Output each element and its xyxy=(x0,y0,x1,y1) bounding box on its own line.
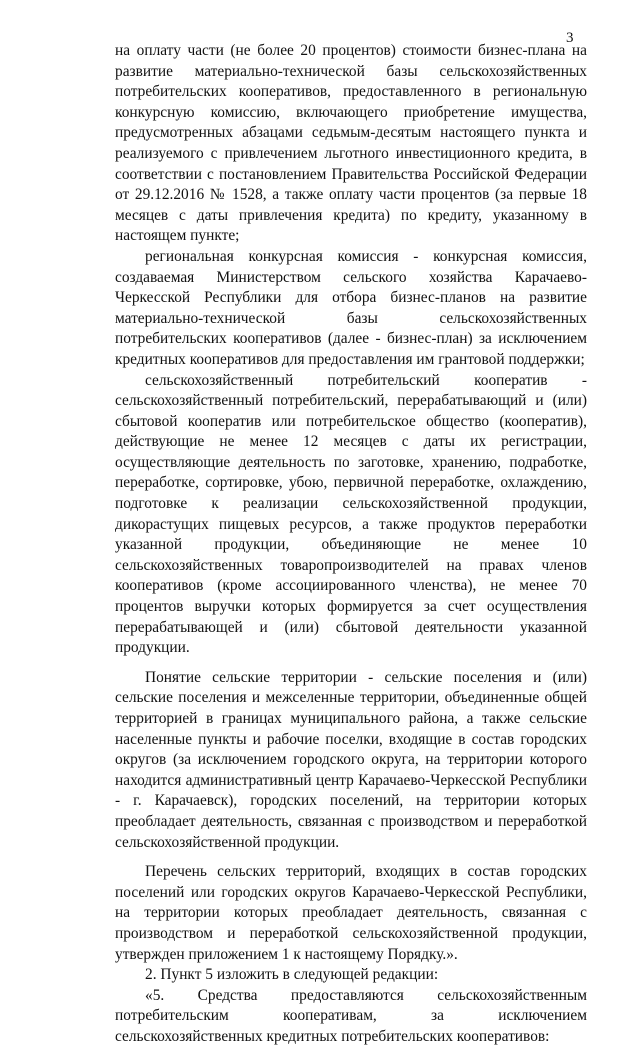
paragraph-rural-territories-list: Перечень сельских территорий, входящих в состав городских поселений или городских округов Карачаево-Черкесской Республики, на территории которых преобладает деятельность, связанная с производством и переработкой сельскохозяйственной продукции, утвержден приложением 1 к настоящему Порядку.». xyxy=(115,863,587,963)
paragraph-regional-commission-definition: региональная конкурсная комиссия - конкурсная комиссия, создаваемая Министерством сельского хозяйства Карачаево-Черкесской Республики для отбора бизнес-планов на развитие материально-технической базы сельскохозяйственных потребительских кооперативов (далее - бизнес-план) за исключением кредитных кооперативов для предоставления им грантовой поддержки; xyxy=(115,247,587,368)
paragraph-item-5-text: «5. Средства предоставляются сельскохозяйственным потребительским кооперативам, за исключением сельскохозяйственных кредитных потребительских кооперативов: xyxy=(115,986,587,1045)
paragraph-amendment-item-5: 2. Пункт 5 изложить в следующей редакции: xyxy=(145,966,439,984)
paragraph-grant-purpose: на оплату части (не более 20 процентов) стоимости бизнес-плана на развитие материально-технической базы сельскохозяйственных потребительских кооперативов, предоставленного в региональную конкурсную комиссию, включающего приобретение имущества, предусмотренных абзацами седьмым-десятым настоящего пункта и реализуемого с привлечением льготного инвестиционного кредита, в соответствии с постановлением Правительства Российской Федерации от 29.12.2016 № 1528, а также оплату части процентов (за первые 18 месяцев с даты привлечения кредита) по кредиту, указанному в настоящем пункте; xyxy=(115,42,587,245)
document-body xyxy=(115,41,587,1048)
paragraph-cooperative-definition: сельскохозяйственный потребительский кооператив - сельскохозяйственный потребительский, перерабатывающий и (или) сбытовой кооператив или потребительское общество (кооператив), действующие не менее 12 месяцев с даты их регистрации, осуществляющие деятельность по заготовке, хранению, подработке, переработке, сортировке, убою, первичной переработке, охлаждению, подготовке к реализации сельскохозяйственной продукции, дикорастущих пищевых ресурсов, а также продуктов переработки указанной продукции, объединяющие не менее 10 сельскохозяйственных товаропроизводителей на правах членов кооперативов (кроме ассоциированного членства), не менее 70 процентов выручки которых формируется за счет осуществления перерабатывающей и (или) сбытовой деятельности указанной продукции. xyxy=(115,371,587,657)
paragraph-rural-territories-definition: Понятие сельские территории - сельские поселения и (или) сельские поселения и межселенные территории, объединенные общей территорией в границах муниципального района, а также сельские населенные пункты и рабочие поселки, входящие в состав городских округов (за исключением городского округа, на территории которого находится административный центр Карачаево-Черкесской Республики - г. Карачаевск), городских поселений, на территории которых преобладает деятельность, связанная с производством и переработкой сельскохозяйственной продукции. xyxy=(115,668,587,851)
page-number: 3 xyxy=(566,30,574,46)
